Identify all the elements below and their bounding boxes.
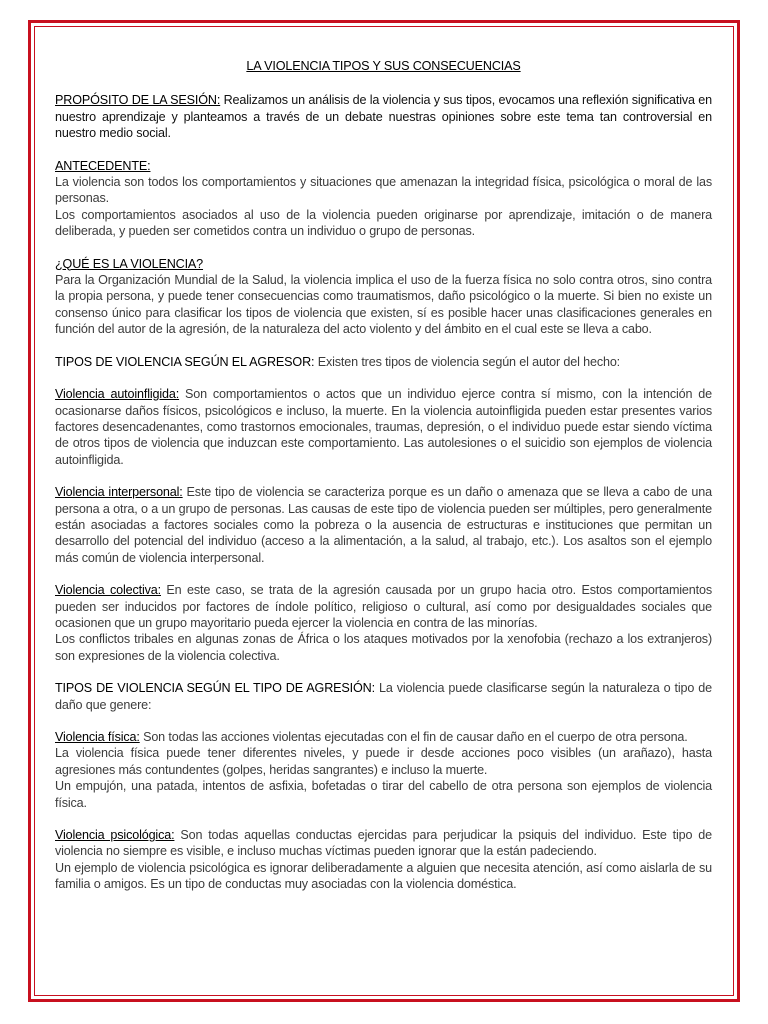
fisica-paragraph: [55, 729, 712, 745]
autoinfligida-label: Violencia autoinfligida:: [55, 387, 180, 402]
document-title: LA VIOLENCIA TIPOS Y SUS CONSECUENCIAS: [246, 59, 521, 73]
colectiva-paragraph: [55, 582, 712, 631]
antecedente-p2: Los comportamientos asociados al uso de la violencia pueden originarse por aprendizaje, imitación o de manera deliberada, y pueden ser cometidos contra un individuo o grupo de personas.: [55, 207, 712, 239]
psicologica-paragraph: [55, 827, 712, 860]
antecedente-heading: ANTECEDENTE:: [55, 158, 151, 173]
interpersonal-label: Violencia interpersonal:: [55, 485, 183, 500]
proposito-label: PROPÓSITO DE LA SESIÓN:: [55, 93, 221, 108]
document-body: [55, 58, 712, 893]
fisica-p2: La violencia física puede tener diferentes niveles, y puede ir desde acciones poco visibles (un arañazo), hasta agresiones más contundentes (golpes, heridas sangrantes) e incluso la muerte.: [55, 746, 712, 777]
autoinfligida-paragraph: [55, 386, 712, 468]
fisica-p3: Un empujón, una patada, intentos de asfixia, bofetadas o tirar del cabello de otra persona son ejemplos de violencia física.: [55, 779, 712, 810]
tipos-agresor-text: Existen tres tipos de violencia según el autor del hecho:: [314, 354, 621, 369]
tipos-agresor-label: TIPOS DE VIOLENCIA SEGÚN EL AGRESOR:: [55, 354, 315, 369]
psicologica-p2: Un ejemplo de violencia psicológica es ignorar deliberadamente a alguien que necesita atención, así como aislarla de su familia o amigos. Es un tipo de conductas muy asociadas con la violencia doméstica.: [55, 860, 712, 892]
fisica-label: Violencia física:: [55, 730, 140, 744]
tipos-agresor-paragraph: [55, 354, 712, 370]
tipos-agresion-paragraph: [55, 680, 712, 713]
tipos-agresion-text: La violencia puede clasificarse según la naturaleza o tipo de daño que genere:: [55, 681, 712, 712]
que-es-text: Para la Organización Mundial de la Salud, la violencia implica el uso de la fuerza física no solo contra otros, sino contra la propia persona, y puede tener consecuencias como traumatismos, daño psicológico o la muerte. Si bien no existe un consenso único para clasificar los tipos de violencia que existen, sí es posible hacer unas clasificaciones generales en función del autor de la agresión, de la naturaleza del acto violento y del ámbito en el cual este se lleva a cabo.: [55, 273, 712, 337]
interpersonal-paragraph: [55, 484, 712, 566]
colectiva-p2: Los conflictos tribales en algunas zonas de África o los ataques motivados por la xenofobia (rechazo a los extranjeros) son expresiones de la violencia colectiva.: [55, 632, 712, 663]
psicologica-label: Violencia psicológica:: [55, 828, 175, 843]
proposito-paragraph: [55, 92, 712, 141]
autoinfligida-text: Son comportamientos o actos que un individuo ejerce contra sí mismo, con la intención de ocasionarse daños físicos, psicológicos e incluso, la muerte. En la violencia autoinfligida pueden estar presentes varios factores desencadenantes, como trastornos emocionales, traumas, depresión, o el individuo puede estar siendo víctima de otros tipos de violencia que induzcan este comportamiento. Las autolesiones o el suicidio son ejemplos de violencia autoinfligida.: [55, 387, 712, 467]
colectiva-label: Violencia colectiva:: [55, 583, 161, 598]
interpersonal-text: Este tipo de violencia se caracteriza porque es un daño o amenaza que se lleva a cabo de una persona a otra, o a un grupo de personas. Las causas de este tipo de violencia pueden ser múltiples, pero generalmente están asociadas a factores sociales como la pobreza o la ausencia de estructuras e instituciones que permitan un desarrollo del potencial del individuo (acceso a la alimentación, a la salud, al trabajo, etc.). Los asaltos son el ejemplo más común de violencia interpersonal.: [55, 485, 712, 565]
proposito-text: Realizamos un análisis de la violencia y sus tipos, evocamos una reflexión significativa en nuestro aprendizaje y planteamos a través de un debate nuestras opiniones sobre este tema tan controversial en nuestro medio social.: [55, 93, 712, 141]
psicologica-text: Son todas aquellas conductas ejercidas para perjudicar la psiquis del individuo. Este tipo de violencia no siempre es visible, e incluso muchas víctimas pueden ignorar que la están padeciendo.: [55, 828, 712, 859]
colectiva-text: En este caso, se trata de la agresión causada por un grupo hacia otro. Estos comportamientos pueden ser inducidos por factores de índole político, religioso o cultural, así como por desigualdades sociales que ocasionen que un grupo mayoritario pueda ejercer la violencia en contra de las minorías.: [55, 583, 712, 630]
tipos-agresion-label: TIPOS DE VIOLENCIA SEGÚN EL TIPO DE AGRESIÓN:: [55, 681, 375, 696]
que-es-heading: ¿QUÉ ES LA VIOLENCIA?: [55, 256, 204, 271]
fisica-text: Son todas las acciones violentas ejecutadas con el fin de causar daño en el cuerpo de otra persona.: [139, 730, 688, 744]
antecedente-p1: La violencia son todos los comportamientos y situaciones que amenazan la integridad física, psicológica o moral de las personas.: [55, 175, 712, 206]
